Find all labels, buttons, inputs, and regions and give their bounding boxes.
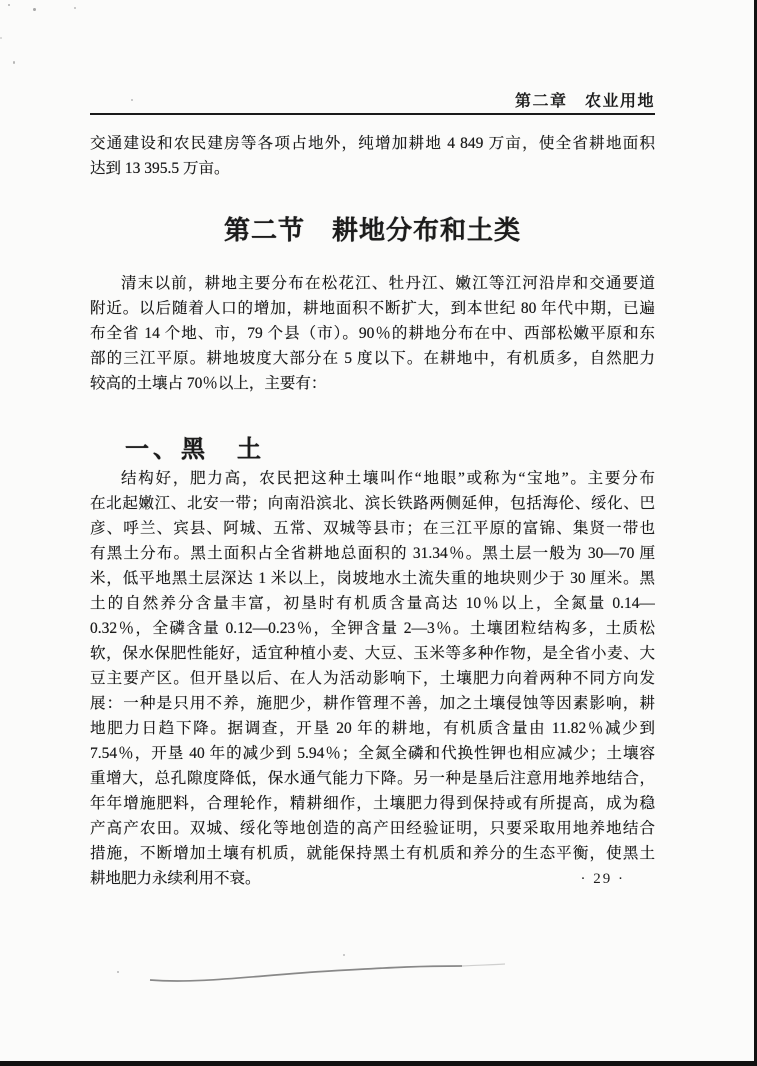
scan-edge-bottom — [0, 1061, 757, 1066]
text-line: 达到 13 395.5 万亩。 — [90, 160, 230, 177]
text-line: 彦、呼兰、宾县、阿城、五常、双城等县市；在三江平原的富锦、集贤一带也 — [90, 520, 655, 537]
text-line: 7.54％，开垦 40 年的减少到 5.94％；全氮全磷和代换性钾也相应减少；土壤容 — [90, 745, 655, 762]
scan-speck — [33, 8, 36, 11]
text-line: 布全省 14 个地、市，79 个县（市）。90％的耕地分布在中、西部松嫩平原和东 — [90, 325, 655, 342]
text-line: 豆主要产区。但开垦以后、在人为活动影响下，土壤肥力向着两种不同方向发 — [90, 670, 655, 687]
text-line: 展：一种是只用不养，施肥少，耕作管理不善，加之土壤侵蚀等因素影响，耕 — [90, 695, 655, 712]
header-rule — [90, 113, 655, 115]
section-title: 第二节 耕地分布和土类 — [223, 216, 521, 245]
overview-paragraph — [90, 271, 655, 396]
page-number: · 29 · — [580, 871, 625, 887]
scan-speck — [343, 954, 345, 956]
text-line: 清末以前，耕地主要分布在松花江、牡丹江、嫩江等江河沿岸和交通要道 — [121, 275, 655, 292]
text-line: 交通建设和农民建房等各项占地外，纯增加耕地 4 849 万亩，使全省耕地面积 — [90, 135, 655, 152]
text-line: 年年增施肥料，合理轮作，精耕细作，土壤肥力得到保持或有所提高，成为稳 — [90, 795, 655, 812]
text-line: 软，保水保肥性能好，适宜种植小麦、大豆、玉米等多种作物，是全省小麦、大 — [90, 645, 655, 662]
scan-speck — [8, 4, 10, 6]
scan-speck — [13, 61, 15, 64]
text-line: 附近。以后随着人口的增加，耕地面积不断扩大，到本世纪 80 年代中期，已遍 — [90, 300, 655, 317]
text-line: 较高的土壤占 70％以上，主要有： — [90, 375, 327, 392]
scan-speck — [74, 7, 76, 9]
text-line: 地肥力日趋下降。据调查，开垦 20 年的耕地，有机质含量由 11.82％减少到 — [90, 720, 655, 737]
text-line: 措施，不断增加土壤有机质，就能保持黑土有机质和养分的生态平衡，使黑土 — [90, 845, 655, 862]
text-line: 在北起嫩江、北安一带；向南沿滨北、滨长铁路两侧延伸，包括海伦、绥化、巴 — [90, 495, 655, 512]
text-line: 部的三江平原。耕地坡度大部分在 5 度以下。在耕地中，有机质多，自然肥力 — [90, 350, 655, 367]
text-line: 结构好，肥力高，农民把这种土壤叫作“地眼”或称为“宝地”。主要分布 — [121, 470, 655, 487]
black-soil-paragraph — [90, 466, 655, 891]
text-line: 产高产农田。双城、绥化等地创造的高产田经验证明，只要采取用地养地结合 — [90, 820, 655, 837]
text-line: 重增大，总孔隙度降低，保水通气能力下降。另一种是垦后注意用地养地结合， — [90, 770, 655, 787]
text-line: 米，低平地黑土层深达 1 米以上，岗坡地水土流失重的地块则少于 30 厘米。黑 — [90, 570, 655, 587]
subsection-title-black-soil: 一、黑 土 — [125, 437, 265, 463]
text-line: 土的自然养分含量丰富，初垦时有机质含量高达 10％以上，全氮量 0.14— — [90, 595, 655, 612]
text-line: 有黑土分布。黑土面积占全省耕地总面积的 31.34％。黑土层一般为 30—70 厘 — [90, 545, 655, 562]
text-line: 0.32％，全磷含量 0.12—0.23％，全钾含量 2—3％。土壤团粒结构多，土质松 — [90, 620, 655, 637]
running-header-chapter: 第二章 农业用地 — [514, 93, 655, 110]
intro-paragraph — [90, 131, 655, 181]
scan-speck — [0, 37, 2, 39]
scan-speck — [117, 971, 119, 973]
text-line: 耕地肥力永续利用不衰。 — [90, 870, 261, 887]
